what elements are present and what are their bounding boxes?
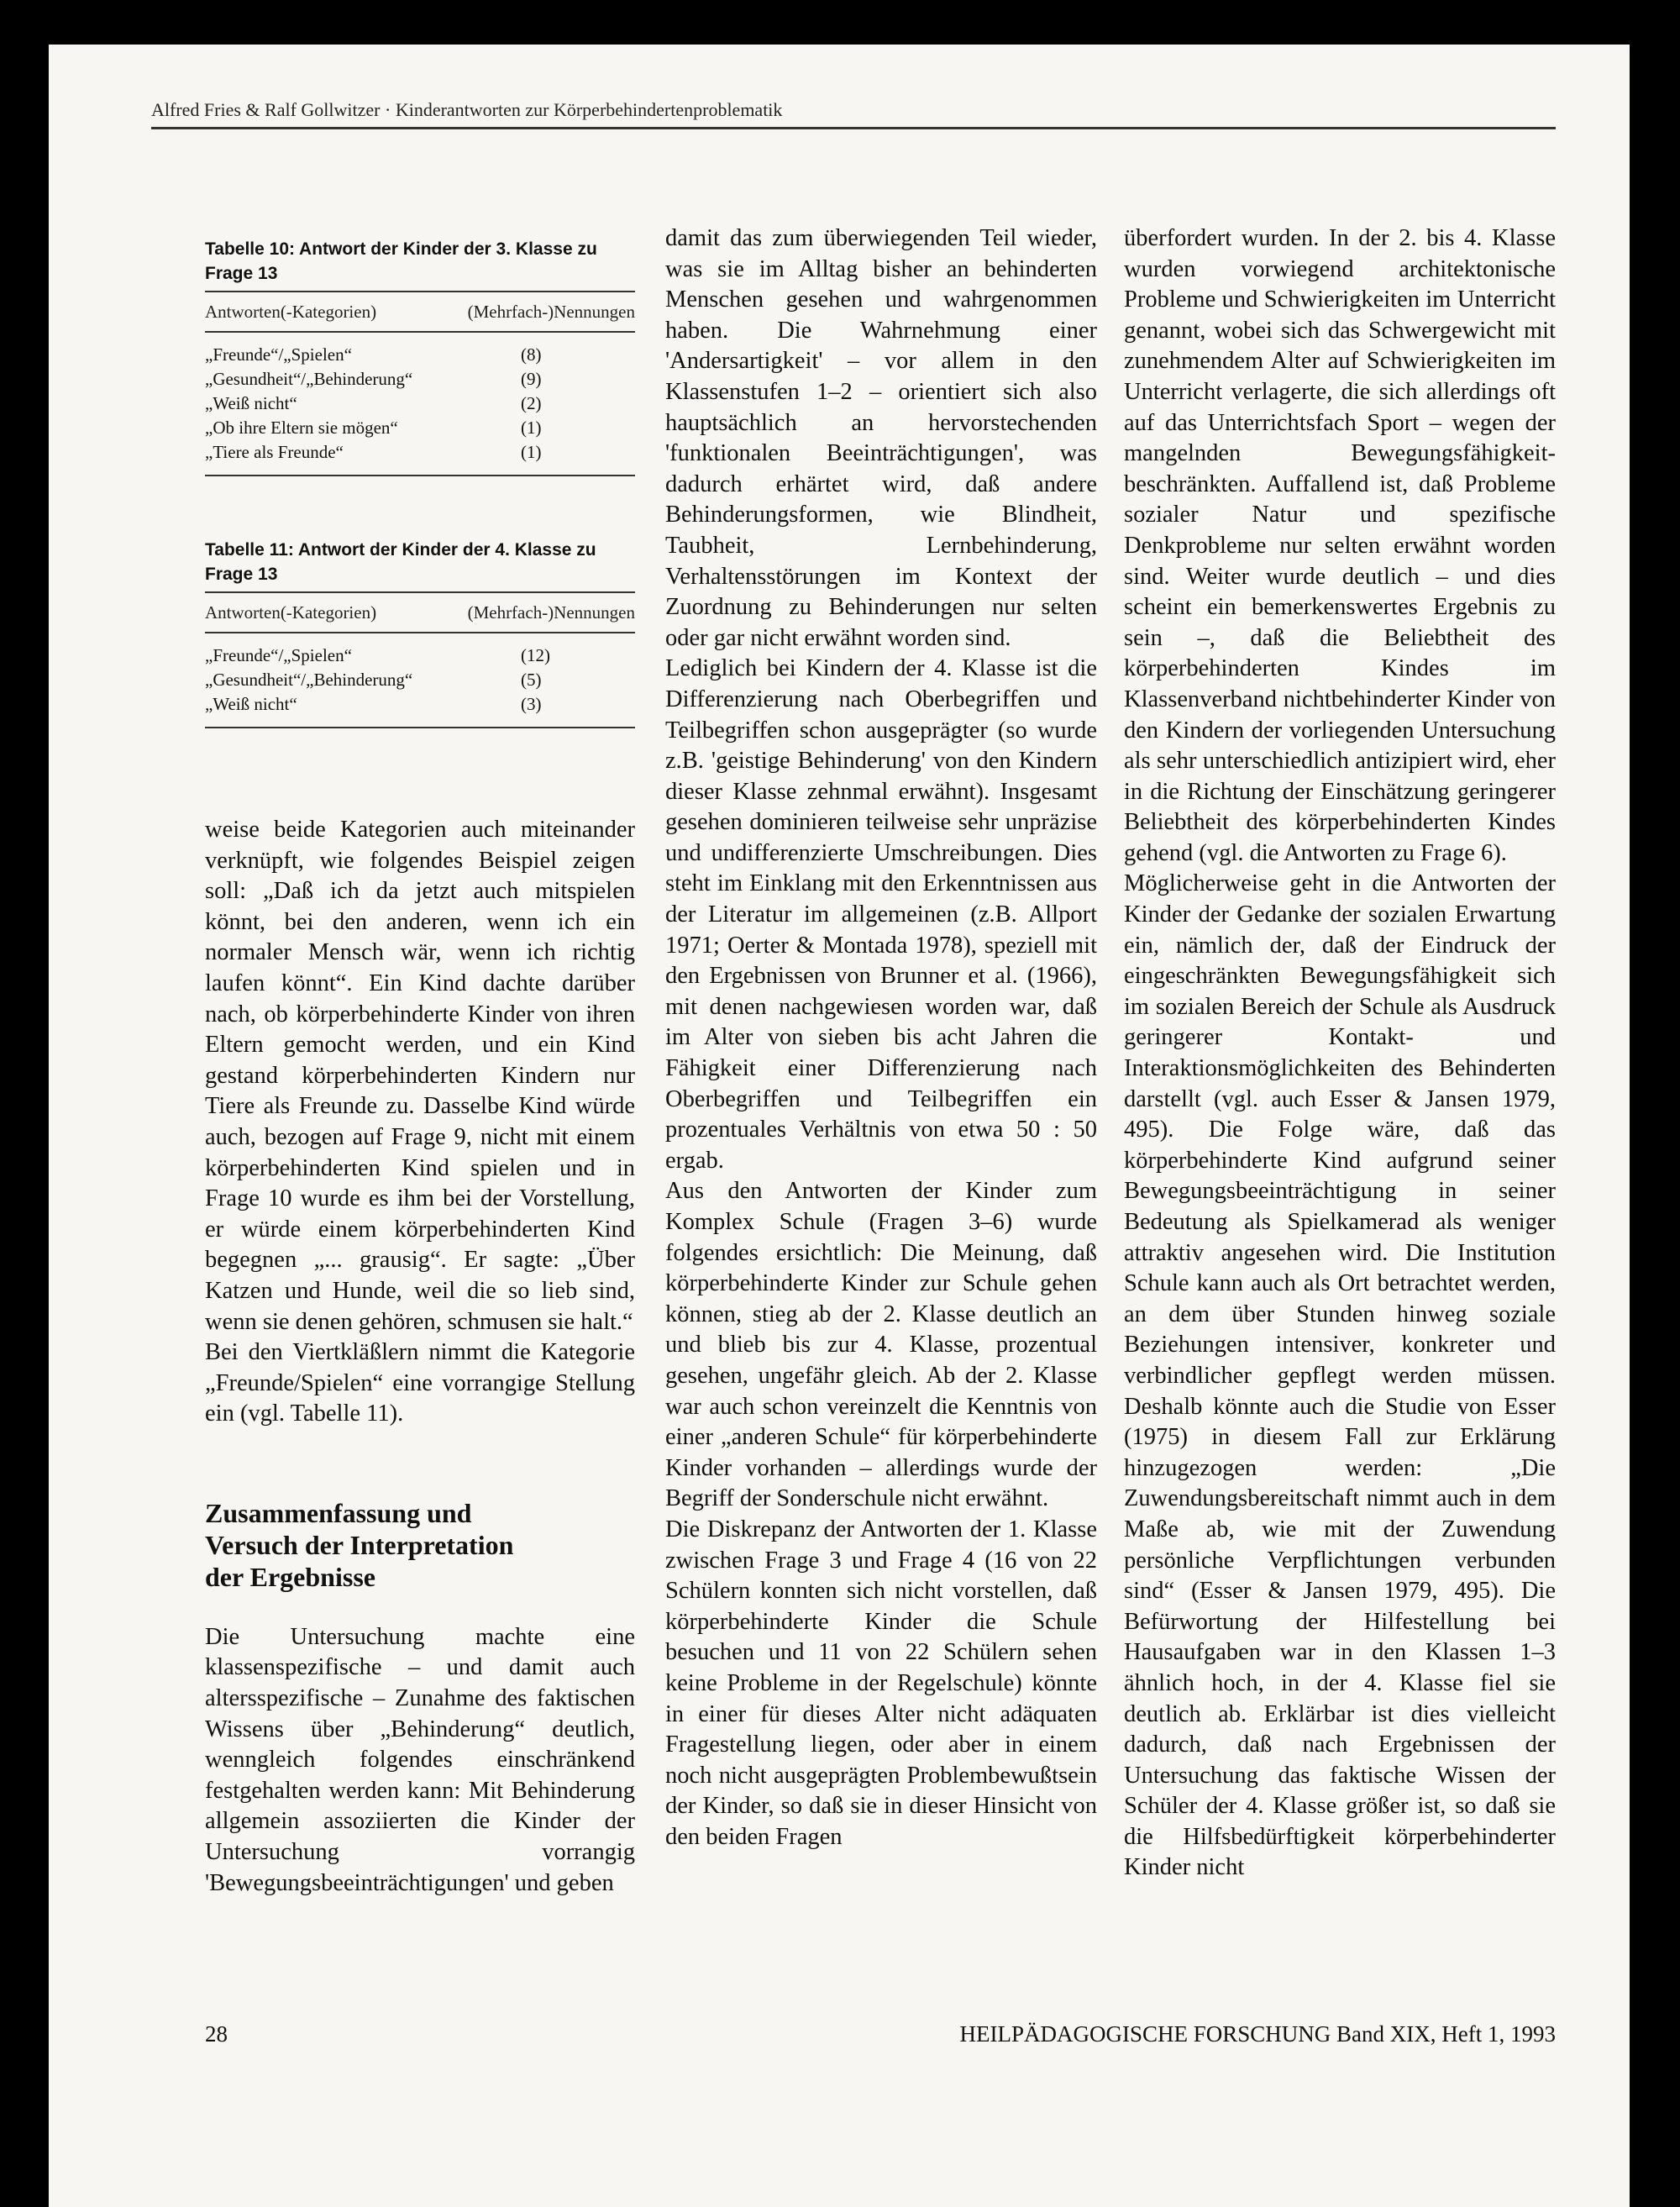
- heading-line: Zusammenfassung und: [205, 1497, 472, 1528]
- journal-footer: HEILPÄDAGOGISCHE FORSCHUNG Band XIX, Heft 1, 1993: [959, 2021, 1556, 2047]
- table-10: [205, 237, 635, 481]
- table-header: [205, 297, 635, 326]
- table-11: [205, 538, 635, 733]
- count-cell: (5): [521, 670, 542, 690]
- heading-line: Versuch der Interpretation: [205, 1529, 514, 1560]
- text-column-3: [1124, 223, 1556, 1884]
- answer-cell: „Weiß nicht“: [205, 393, 297, 413]
- paragraph: Lediglich bei Kindern der 4. Klasse ist die Differenzierung nach Oberbegriffen und Teilbegriffen schon ausgeprägter (so wurde z.B. 'geistige Behinderung' von den Kindern dieser Klasse zehnmal erwähnt). Insgesamt gesehen dominieren teilweise sehr unpräzise und undifferenzierte Umschreibungen. Dies steht im Einklang mit den Erkenntnissen aus der Literatur im allgemeinen (z.B. Allport 1971; Oerter & Montada 1978), speziell mit den Ergebnissen von Brunner et al. (1966), mit denen nachgewiesen worden war, daß im Alter von sieben bis acht Jahren die Fähigkeit einer Differenzierung nach Oberbegriffen und Teilbegriffen ein prozentuales Verhältnis von etwa 50 : 50 ergab.: [665, 655, 1097, 1174]
- table-row: [205, 668, 635, 692]
- count-cell: (1): [521, 442, 542, 462]
- table-row: [205, 692, 635, 717]
- count-cell: (1): [521, 418, 542, 438]
- page-number: 28: [205, 2021, 228, 2047]
- count-cell: (2): [521, 393, 542, 413]
- text-column-2: [665, 223, 1097, 1852]
- table-header: [205, 598, 635, 627]
- paragraph: Möglicherweise geht in die Antworten der Kinder der Gedanke der sozialen Erwartung ein, nämlich der, daß der Eindruck der eingeschränkten Bewegungsfähigkeit sich im sozialen Bereich der Schule als Ausdruck geringerer Kontakt- und Interaktionsmöglichkeiten des Behinderten darstellt (vgl. auch Esser & Jansen 1979, 495). Die Folge wäre, daß das körperbehinderte Kind aufgrund seiner Bewegungsbeeinträchtigung in seiner Bedeutung als Spielkamerad als weniger attraktiv angesehen wird. Die Institution Schule kann auch als Ort betrachtet werden, an dem über Stunden hinweg soziale Beziehungen intensiver, konkreter und verbindlicher gepflegt werden müssen. Deshalb könnte auch die Studie von Esser (1975) in diesem Fall zur Erklärung hinzugezogen werden: „Die Zuwendungsbereitschaft nimmt auch in dem Maße ab, wie mit der Zuwendung persönliche Verpflichtungen verbunden sind“ (Esser & Jansen 1979, 495). Die Befürwortung der Hilfestellung bei Hausaufgaben war in den Klassen 1–3 ähnlich hoch, in der 4. Klasse fiel sie deutlich ab. Erklärbar ist dies vielleicht dadurch, daß nach Ergebnissen der Untersuchung das faktische Wissen der Schüler der 4. Klasse größer ist, so daß sie die Hilfsbedürftigkeit körperbehinderter Kinder nicht: [1124, 870, 1556, 1881]
- count-cell: (3): [521, 694, 542, 714]
- header-rule: [151, 127, 1556, 129]
- paragraph: Bei den Viertkläßlern nimmt die Kategorie „Freunde/Spielen“ eine vorrangige Stellung ein (vgl. Tabelle 11).: [205, 1339, 635, 1427]
- table-rule: [205, 291, 635, 292]
- table-rule: [205, 475, 635, 476]
- column-header-mentions: (Mehrfach-)Nennungen: [467, 302, 635, 322]
- table-rule: [205, 632, 635, 633]
- table-rule: [205, 727, 635, 728]
- column-header-answers: Antworten(-Kategorien): [205, 602, 377, 623]
- answer-cell: „Tiere als Freunde“: [205, 442, 344, 462]
- answer-cell: „Freunde“/„Spielen“: [205, 645, 352, 665]
- column-header-mentions: (Mehrfach-)Nennungen: [467, 602, 635, 623]
- table-row: [205, 343, 635, 367]
- section-heading: [205, 1497, 635, 1593]
- paragraph: Die Untersuchung machte eine klassenspezifische – und damit auch altersspezifische – Zunahme des faktischen Wissens über „Behinderung“ deutlich, wenngleich folgendes einschränkend festgehalten werden kann: Mit Behinderung allgemein assoziierten die Kinder der Untersuchung vorrangig 'Bewegungsbeeinträchtigungen' und geben: [205, 1623, 635, 1896]
- table-rule: [205, 331, 635, 333]
- answer-cell: „Freunde“/„Spielen“: [205, 344, 352, 365]
- table-row: [205, 391, 635, 416]
- paragraph: Aus den Antworten der Kinder zum Komplex Schule (Fragen 3–6) wurde folgendes ersichtlich: Die Meinung, daß körperbehinderte Kinder zur Schule gehen können, stieg ab der 2. Klasse deutlich an und blieb bis zur 4. Klasse, prozentual gesehen, ungefähr gleich. Ab der 2. Klasse war auch schon vereinzelt die Kenntnis von einer „anderen Schule“ für körperbehinderte Kinder vorhanden – allerdings wurde der Begriff der Sonderschule nicht erwähnt.: [665, 1178, 1097, 1512]
- table-row: [205, 644, 635, 668]
- count-cell: (9): [521, 369, 542, 389]
- table-body: [205, 638, 635, 722]
- heading-line: der Ergebnisse: [205, 1561, 375, 1592]
- text-column-1: [205, 815, 635, 1899]
- answer-cell: „Gesundheit“/„Behinderung“: [205, 369, 413, 389]
- table-row: [205, 440, 635, 465]
- answer-cell: „Gesundheit“/„Behinderung“: [205, 670, 413, 690]
- paragraph: damit das zum überwiegenden Teil wieder, was sie im Alltag bisher an behinderten Menschen gesehen und wahrgenommen haben. Die Wahrnehmung einer 'Andersartigkeit' – vor allem in den Klassenstufen 1–2 – orientiert sich also hauptsächlich an hervorstechenden 'funktionalen Beeinträchtigungen', was dadurch erhärtet wird, daß andere Behinderungsformen, wie Blindheit, Taubheit, Lernbehinderung, Verhaltensstörungen im Kontext der Zuordnung zu Behinderungen nur selten oder gar nicht erwähnt worden sind.: [665, 225, 1097, 651]
- table-caption: Tabelle 11: Antwort der Kinder der 4. Klasse zu Frage 13: [205, 540, 596, 584]
- paragraph: überfordert wurden. In der 2. bis 4. Klasse wurden vorwiegend architektonische Probleme und Schwierigkeiten im Unterricht genannt, wobei sich das Schwergewicht mit zunehmendem Alter auf Schwierigkeiten im Unterricht verlagerte, die sich allerdings oft auf das Unterrichtsfach Sport – wegen der mangelnden Bewegungsfähigkeit- beschränkten. Auffallend ist, daß Probleme sozialer Natur und spezifische Denkprobleme nur selten erwähnt worden sind. Weiter wurde deutlich – und dies scheint ein bemerkenswertes Ergebnis zu sein –, daß die Beliebtheit des körperbehinderten Kindes im Klassenverband nichtbehinderter Kinder von den Kindern der vorliegenden Untersuchung als sehr unterschiedlich antizipiert wird, eher in die Richtung der Einschätzung geringerer Beliebtheit des körperbehinderten Kindes gehend (vgl. die Antworten zu Frage 6).: [1124, 225, 1556, 866]
- table-rule: [205, 591, 635, 593]
- paragraph: Die Diskrepanz der Antworten der 1. Klasse zwischen Frage 3 und Frage 4 (16 von 22 Schülern konnten sich nicht vorstellen, daß körperbehinderte Kinder die Schule besuchen und 11 von 22 Schülern sehen keine Probleme in der Regelschule) könnte in einer für dieses Alter nicht adäquaten Fragestellung liegen, oder aber in einem noch nicht ausgeprägten Problembewußtsein der Kinder, so daß sie in dieser Hinsicht von den beiden Fragen: [665, 1516, 1097, 1850]
- answer-cell: „Ob ihre Eltern sie mögen“: [205, 418, 398, 438]
- paragraph: weise beide Kategorien auch miteinander verknüpft, wie folgendes Beispiel zeigen soll: „Daß ich da jetzt auch mitspielen könnt, bei den anderen, wenn ich ein normaler Mensch wär, wenn ich richtig laufen könnt“. Ein Kind dachte darüber nach, ob körperbehinderte Kinder von ihren Eltern gemocht werden, und ein Kind gestand körperbehinderten Kindern nur Tiere als Freunde zu. Dasselbe Kind würde auch, bezogen auf Frage 9, nicht mit einem körperbehinderten Kind spielen und in Frage 10 wurde es ihm bei der Vorstellung, er würde einem körperbehinderten Kind begegnen „... grausig“. Er sagte: „Über Katzen und Hunde, weil die so lieb sind, wenn sie denen gehören, schmusen sie halt.“: [205, 817, 635, 1335]
- table-row: [205, 367, 635, 391]
- table-caption: Tabelle 10: Antwort der Kinder der 3. Klasse zu Frage 13: [205, 239, 597, 283]
- column-header-answers: Antworten(-Kategorien): [205, 302, 377, 322]
- table-body: [205, 338, 635, 470]
- answer-cell: „Weiß nicht“: [205, 694, 297, 714]
- table-row: [205, 416, 635, 440]
- count-cell: (12): [521, 645, 550, 665]
- running-header: Alfred Fries & Ralf Gollwitzer · Kinderantworten zur Körperbehindertenproblematik: [151, 99, 783, 120]
- count-cell: (8): [521, 344, 542, 365]
